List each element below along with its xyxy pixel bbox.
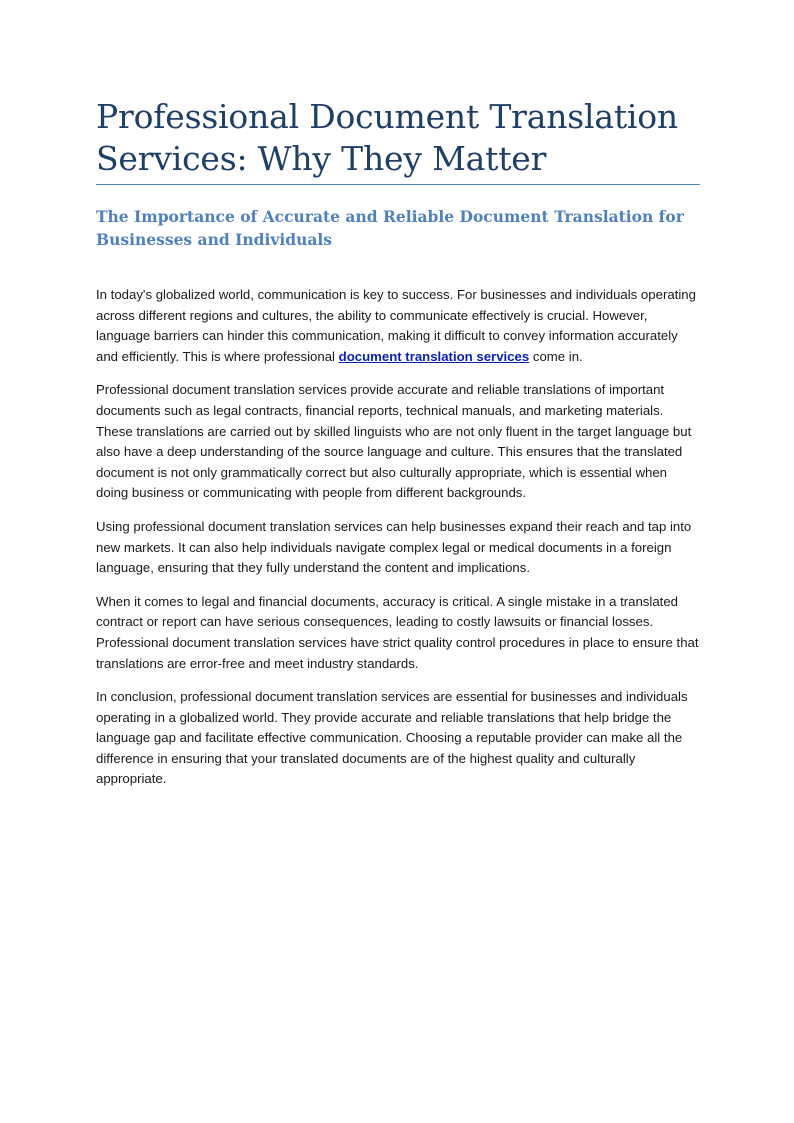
document-translation-services-link[interactable]: document translation services: [338, 348, 530, 364]
paragraph-intro: [96, 285, 700, 367]
document-body: [96, 285, 700, 790]
paragraph-services: Professional document translation services provide accurate and reliable translations of important documents such as legal contracts, financial reports, technical manuals, and marketing materials. These translations are carried out by skilled linguists who are not only fluent in the target language but also have a deep understanding of the source language and culture. This ensures that the translated document is not only grammatically correct but also culturally appropriate, which is essential when doing business or communicating with people from different backgrounds.: [96, 382, 692, 501]
paragraph-intro-end: come in.: [529, 348, 583, 364]
paragraph-benefits: Using professional document translation services can help businesses expand their reach and tap into new markets. It can also help individuals navigate complex legal or medical documents in a foreign language, ensuring that they fully understand the content and implications.: [96, 518, 692, 576]
document-page: [96, 96, 700, 803]
page-title: Professional Document Translation Services: Why They Matter: [96, 96, 700, 185]
paragraph-intro-text: In today's globalized world, communication is key to success. For businesses and individuals operating across different regions and cultures, the ability to communicate effectively is crucial. However, language barriers can hinder this communication, making it difficult to convey information accurately and efficiently. This is where professional: [96, 287, 696, 364]
page-subtitle: The Importance of Accurate and Reliable Document Translation for Businesses and Individuals: [96, 207, 684, 249]
paragraph-accuracy: When it comes to legal and financial documents, accuracy is critical. A single mistake in a translated contract or report can have serious consequences, leading to costly lawsuits or financial losses. Professional document translation services have strict quality control procedures in place to ensure that translations are error-free and meet industry standards.: [96, 593, 699, 671]
paragraph-conclusion: In conclusion, professional document translation services are essential for businesses and individuals operating in a globalized world. They provide accurate and reliable translations that help bridge the language gap and facilitate effective communication. Choosing a reputable provider can make all the difference in ensuring that your translated documents are of the highest quality and culturally appropriate.: [96, 689, 688, 787]
